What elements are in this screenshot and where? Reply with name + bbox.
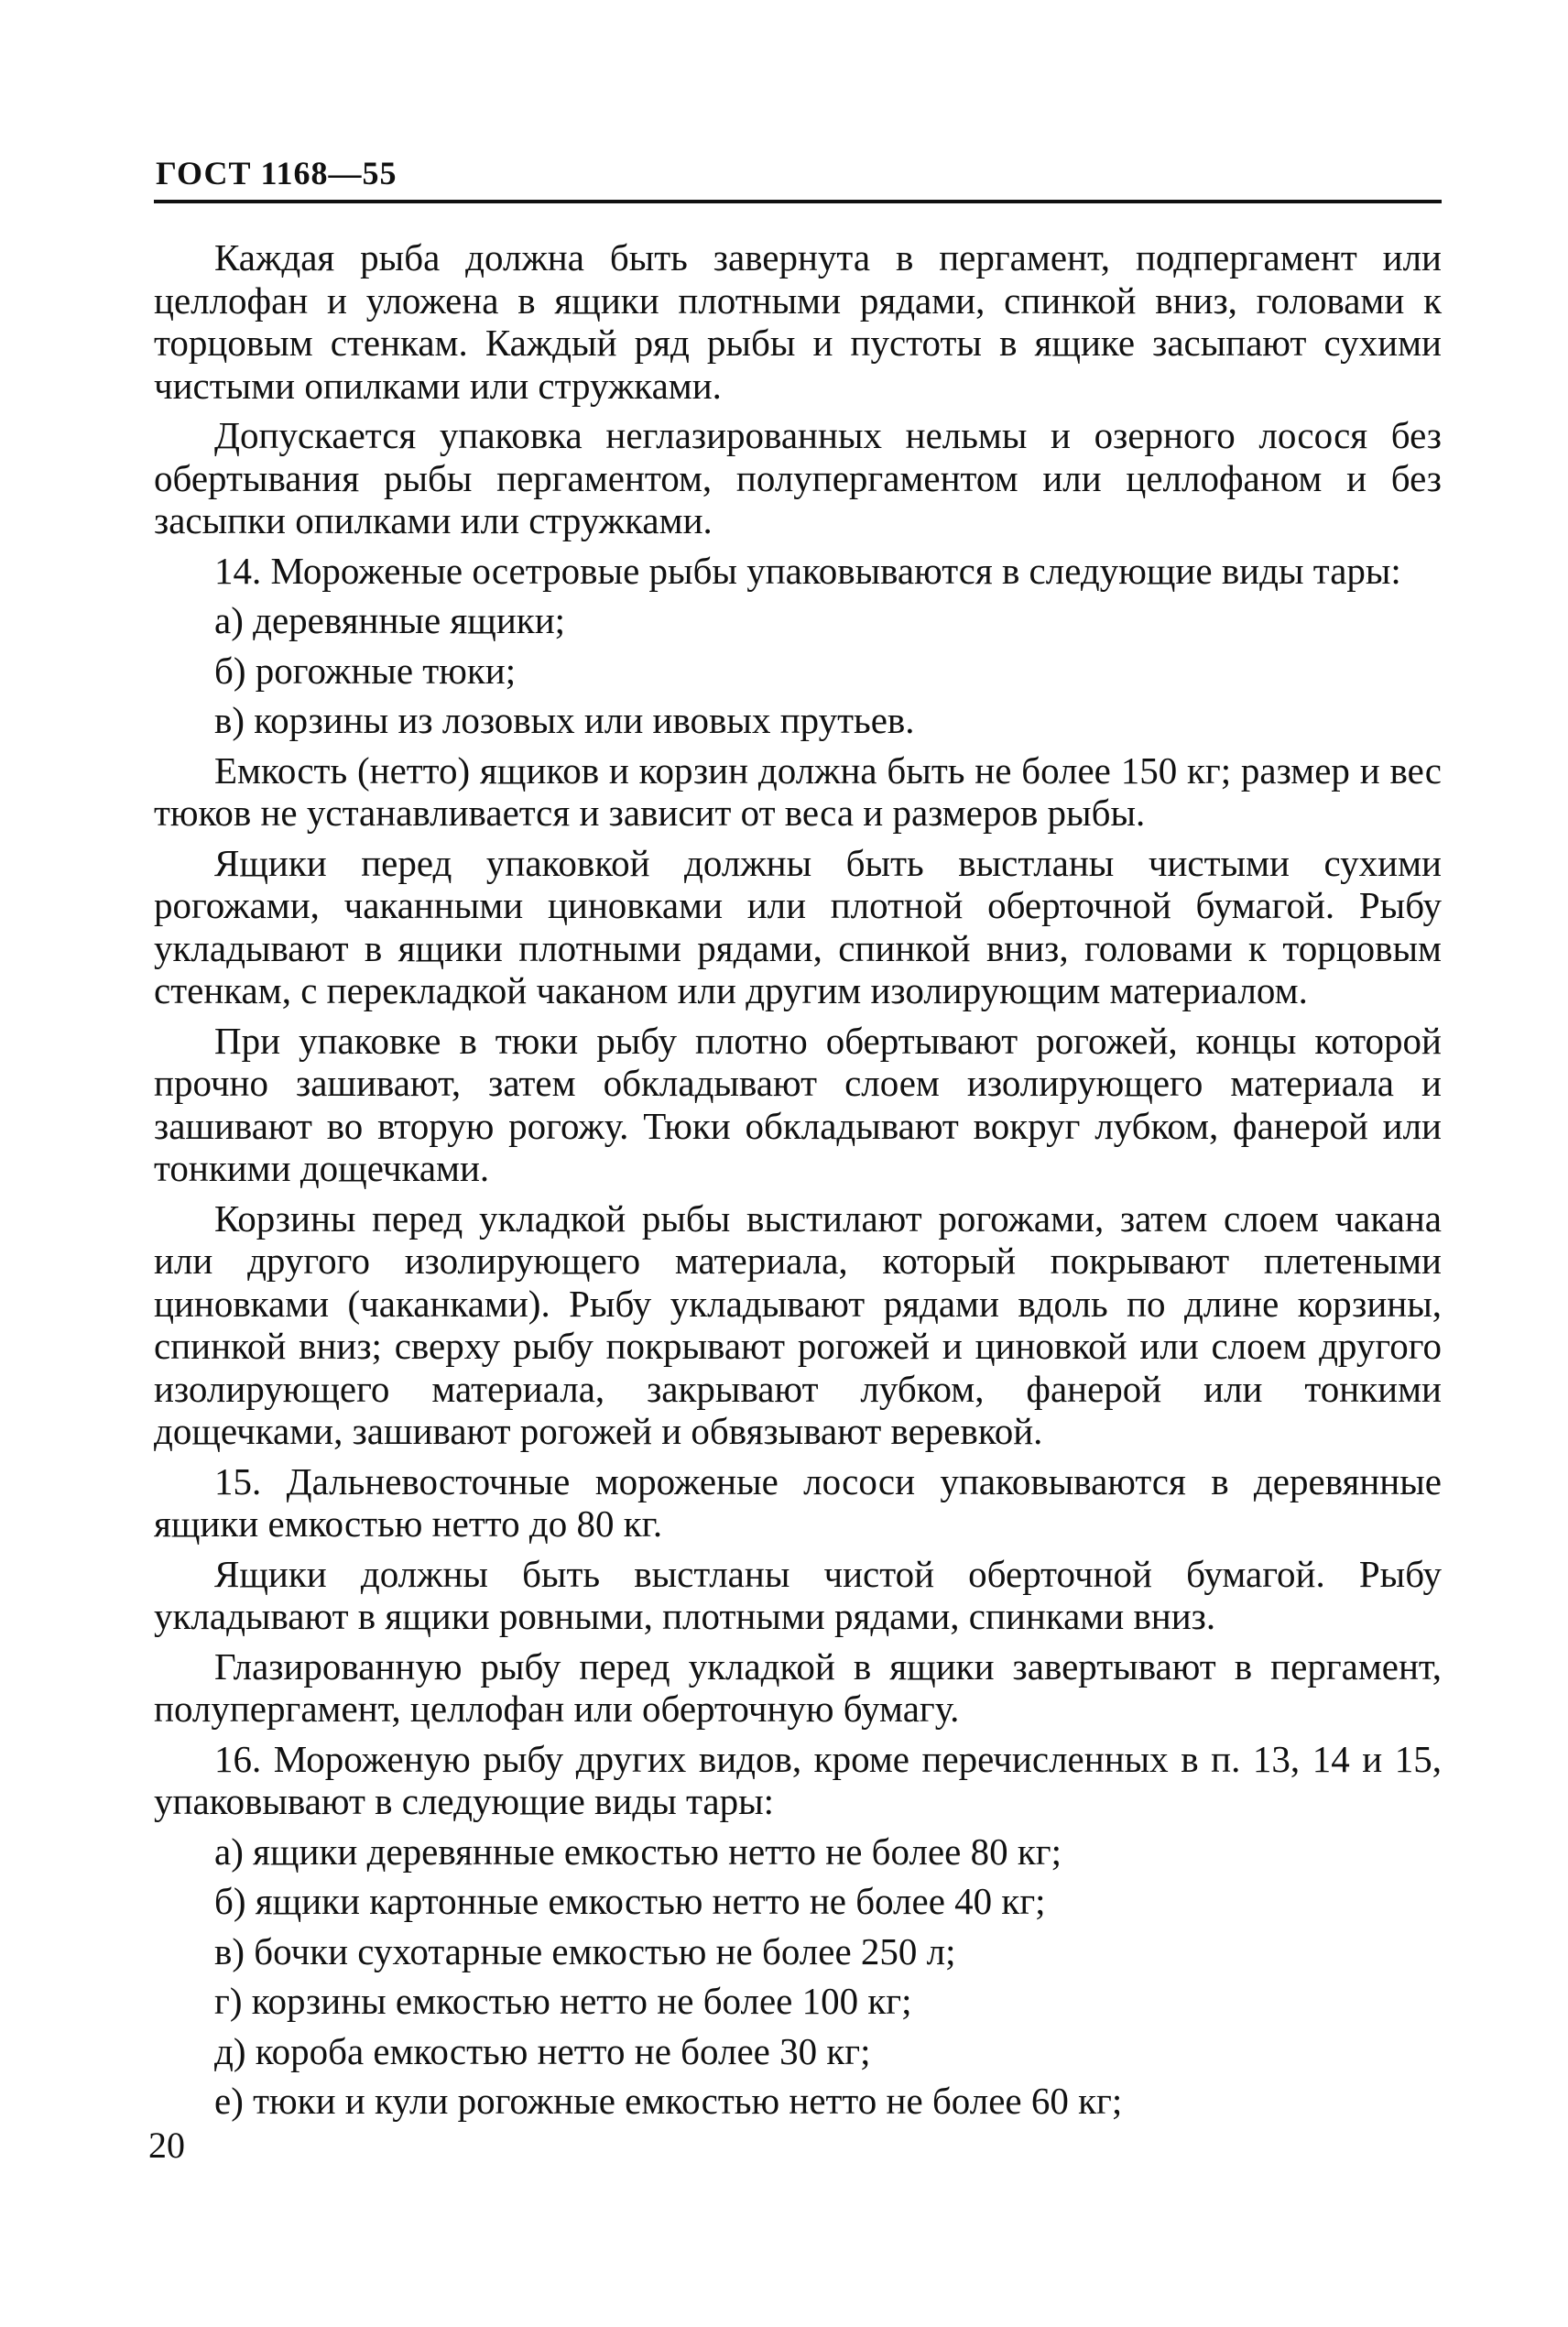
list-item: б) ящики картонные емкостью нетто не более 40 кг;: [214, 1880, 1046, 1922]
paragraph: Ящики перед упаковкой должны быть выстланы чистыми сухими рогожами, чаканными циновками или плотной оберточной бумагой. Рыбу укладывают в ящики плотными рядами, спинкой вниз, головами к торцовым стенкам, с перекладкой чаканом или другим изолирующим материалом.: [154, 841, 1442, 1011]
page-header-title: ГОСТ 1168—55: [156, 155, 397, 191]
paragraph: Допускается упаковка неглазированных нельмы и озерного лосося без обертывания рыбы пергаментом, полупергаментом или целлофаном и без засыпки опилками или стружками.: [154, 414, 1442, 541]
paragraph: Глазированную рыбу перед укладкой в ящики завертывают в пергамент, полупергамент, целлофан или оберточную бумагу.: [154, 1644, 1442, 1730]
page-number: 20: [148, 2125, 185, 2166]
paragraph: При упаковке в тюки рыбу плотно обертывают рогожей, концы которой прочно зашивают, затем обкладывают слоем изолирующего материала и зашивают во вторую рогожу. Тюки обкладывают вокруг лубком, фанерой или тонкими дощечками.: [154, 1019, 1442, 1189]
list-item: в) корзины из лозовых или ивовых прутьев.: [214, 699, 915, 741]
document-body: [154, 236, 1442, 2130]
paragraph: Корзины перед укладкой рыбы выстилают рогожами, затем слоем чакана или другого изолирующего материала, который покрывают плетеными циновками (чаканками). Рыбу укладывают рядами вдоль по длине корзины, спинкой вниз; сверху рыбу покрывают рогожей и циновкой или слоем другого изолирующего материала, закрывают лубком, фанерой или тонкими дощечками, зашивают рогожей и обвязывают веревкой.: [154, 1196, 1442, 1452]
paragraph: Каждая рыба должна быть завернута в пергамент, подпергамент или целлофан и уложена в ящики плотными рядами, спинкой вниз, головами к торцовым стенкам. Каждый ряд рыбы и пустоты в ящике засыпают сухими чистыми опилками или стружками.: [154, 236, 1442, 407]
list-item: а) ящики деревянные емкостью нетто не более 80 кг;: [214, 1830, 1062, 1873]
list-item: б) рогожные тюки;: [214, 649, 517, 692]
paragraph: Ящики должны быть выстланы чистой оберточной бумагой. Рыбу укладывают в ящики ровными, плотными рядами, спинками вниз.: [154, 1552, 1442, 1637]
list-item: е) тюки и кули рогожные емкостью нетто не более 60 кг;: [214, 2080, 1123, 2122]
paragraph: 14. Мороженые осетровые рыбы упаковываются в следующие виды тары:: [214, 549, 1401, 592]
paragraph: 16. Мороженую рыбу других видов, кроме перечисленных в п. 13, 14 и 15, упаковывают в следующие виды тары:: [154, 1737, 1442, 1822]
list-item: а) деревянные ящики;: [214, 599, 566, 641]
paragraph: Емкость (нетто) ящиков и корзин должна быть не более 150 кг; размер и вес тюков не устанавливается и зависит от веса и размеров рыбы.: [154, 748, 1442, 834]
paragraph: 15. Дальневосточные мороженые лососи упаковываются в деревянные ящики емкостью нетто до 80 кг.: [154, 1459, 1442, 1545]
list-item: г) корзины емкостью нетто не более 100 кг;: [214, 1980, 912, 2022]
list-item: д) короба емкостью нетто не более 30 кг;: [214, 2029, 871, 2072]
list-item: в) бочки сухотарные емкостью не более 250 л;: [214, 1929, 956, 1972]
header-rule: [154, 200, 1442, 203]
